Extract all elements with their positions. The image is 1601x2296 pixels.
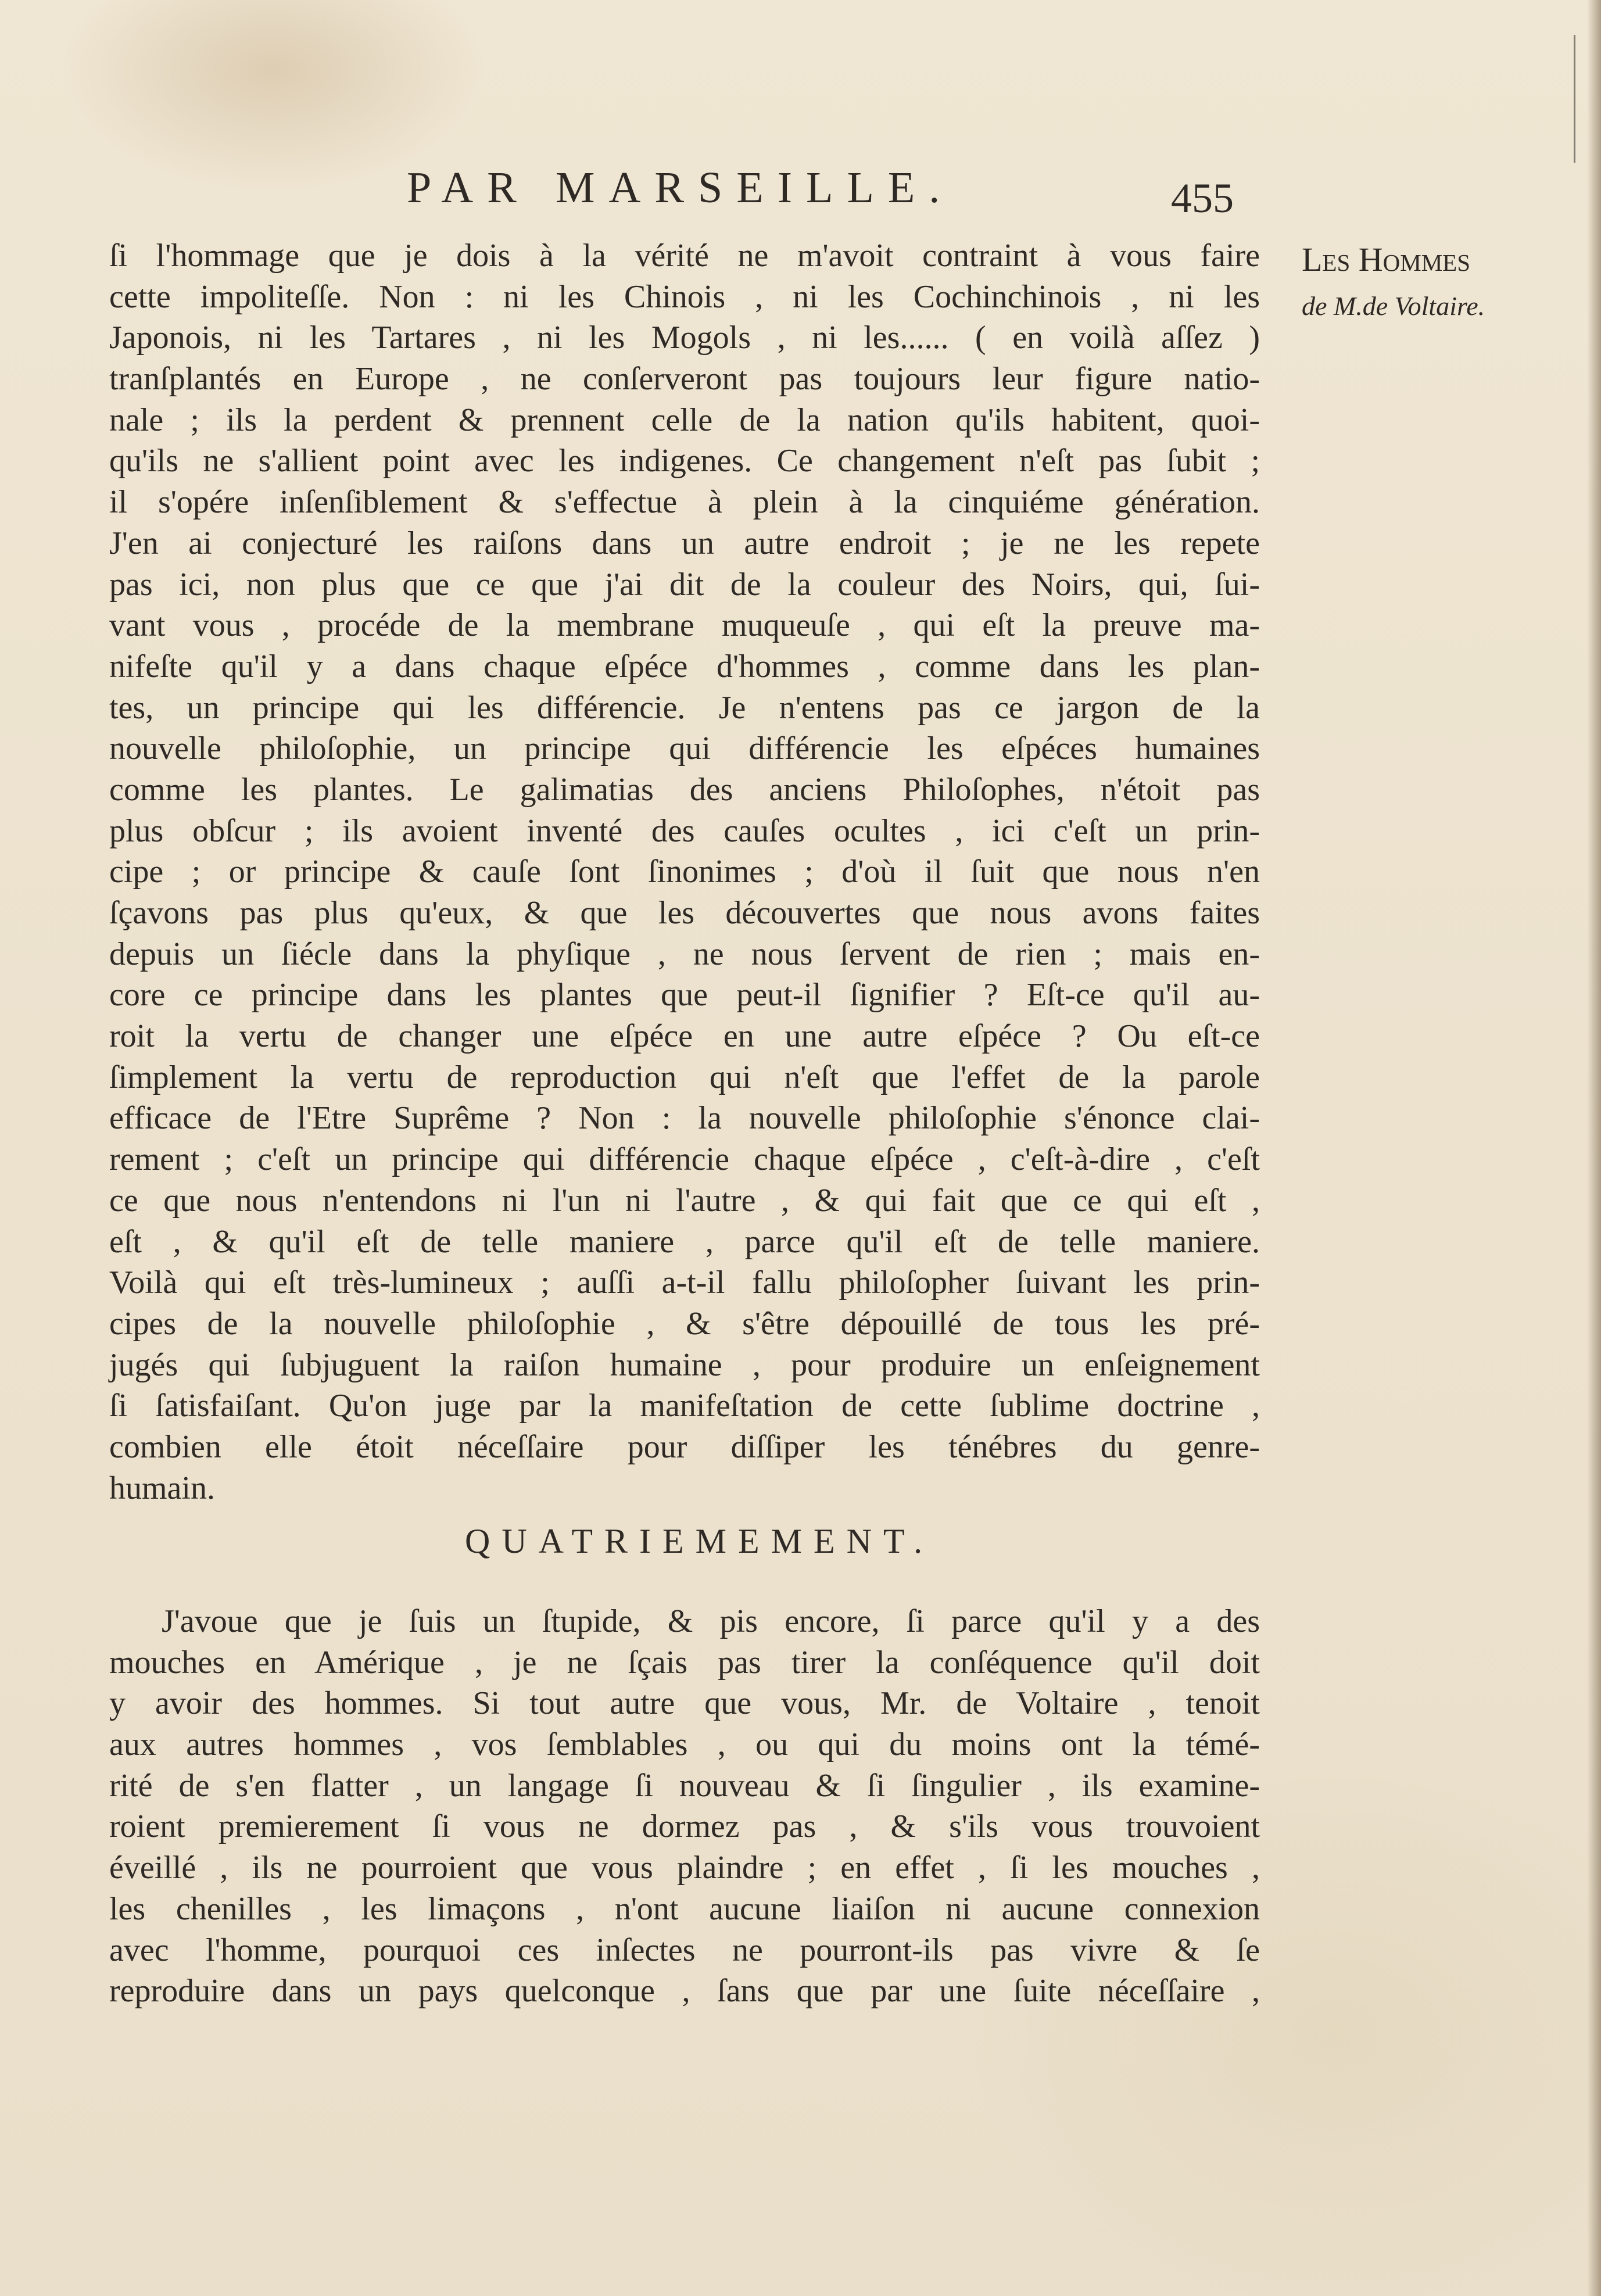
section-heading: QUATRIEMEMENT. bbox=[465, 1522, 934, 1560]
paragraph-1 bbox=[109, 235, 1260, 1509]
text-line: cipes de la nouvelle philoſophie , & s'être dépouillé de tous les pré- bbox=[109, 1305, 1260, 1342]
text-line: J'en ai conjecturé les raiſons dans un autre endroit ; je ne les repete bbox=[109, 525, 1260, 561]
text-line: vant vous , procéde de la membrane muqueuſe , qui eſt la preuve ma- bbox=[109, 607, 1260, 644]
page-number: 455 bbox=[1171, 175, 1234, 221]
text-line: reproduire dans un pays quelconque , ſans que par une ſuite néceſſaire , bbox=[109, 1973, 1260, 2010]
text-line: ſimplement la vertu de reproduction qui n'eſt que l'effet de la parole bbox=[109, 1059, 1260, 1095]
text-line: tes, un principe qui les différencie. Je n'entens pas ce jargon de la bbox=[109, 689, 1260, 726]
text-line: mouches en Amérique , je ne ſçais pas tirer la conſéquence qu'il doit bbox=[109, 1644, 1260, 1681]
text-line: cette impoliteſſe. Non : ni les Chinois , ni les Cochinchinois , ni les bbox=[109, 278, 1260, 315]
text-line: combien elle étoit néceſſaire pour diſſiper les ténébres du genre- bbox=[109, 1428, 1260, 1465]
text-line: J'avoue que je ſuis un ſtupide, & pis encore, ſi parce qu'il y a des bbox=[162, 1603, 1260, 1639]
page-edge-mark bbox=[1574, 35, 1575, 163]
text-line: y avoir des hommes. Si tout autre que vous, Mr. de Voltaire , tenoit bbox=[109, 1685, 1260, 1722]
text-line: roit la vertu de changer une eſpéce en une autre eſpéce ? Ou eſt-ce bbox=[109, 1018, 1260, 1055]
text-line: nouvelle philoſophie, un principe qui différencie les eſpéces humaines bbox=[109, 730, 1260, 767]
text-line: les chenilles , les limaçons , n'ont aucune liaiſon ni aucune connexion bbox=[109, 1890, 1260, 1927]
text-line: jugés qui ſubjuguent la raiſon humaine , pour produire un enſeignement bbox=[109, 1346, 1260, 1383]
text-line: avec l'homme, pourquoi ces inſectes ne pourront-ils pas vivre & ſe bbox=[109, 1932, 1260, 1968]
text-line: plus obſcur ; ils avoient inventé des cauſes ocultes , ici c'eſt un prin- bbox=[109, 812, 1260, 849]
text-line: nale ; ils la perdent & prennent celle de la nation qu'ils habitent, quoi- bbox=[109, 402, 1260, 438]
text-line: core ce principe dans les plantes que peut-il ſignifier ? Eſt-ce qu'il au- bbox=[109, 977, 1260, 1013]
text-line: tranſplantés en Europe , ne conſerveront pas toujours leur figure natio- bbox=[109, 361, 1260, 397]
text-line: depuis un ſiécle dans la phyſique , ne nous ſervent de rien ; mais en- bbox=[109, 936, 1260, 972]
text-line: cipe ; or principe & cauſe ſont ſinonimes ; d'où il ſuit que nous n'en bbox=[109, 854, 1260, 890]
text-line: rement ; c'eſt un principe qui différencie chaque eſpéce , c'eſt-à-dire , c'eſt bbox=[109, 1141, 1260, 1178]
text-line: pas ici, non plus que ce que j'ai dit de la couleur des Noirs, qui, ſui- bbox=[109, 566, 1260, 603]
page-edge-shadow bbox=[1587, 0, 1601, 2296]
text-line: ce que nous n'entendons ni l'un ni l'autre , & qui fait que ce qui eſt , bbox=[109, 1182, 1260, 1219]
running-head: PAR MARSEILLE. bbox=[407, 163, 954, 212]
text-line: eſt , & qu'il eſt de telle maniere , parce qu'il eſt de telle maniere. bbox=[109, 1223, 1260, 1260]
text-line: humain. bbox=[109, 1470, 215, 1506]
text-line: comme les plantes. Le galimatias des anciens Philoſophes, n'étoit pas bbox=[109, 771, 1260, 808]
text-line: roient premierement ſi vous ne dormez pas , & s'ils vous trouvoient bbox=[109, 1808, 1260, 1845]
margin-note-title: Les Hommes bbox=[1302, 241, 1471, 278]
text-line: qu'ils ne s'allient point avec les indigenes. Ce changement n'eſt pas ſubit ; bbox=[109, 443, 1260, 479]
paragraph-2 bbox=[109, 1601, 1260, 2012]
text-line: ſi ſatisfaiſant. Qu'on juge par la manifeſtation de cette ſublime doctrine , bbox=[109, 1388, 1260, 1424]
text-line: Voilà qui eſt très-lumineux ; auſſi a-t-il fallu philoſopher ſuivant les prin- bbox=[109, 1265, 1260, 1301]
text-line: ſçavons pas plus qu'eux, & que les découvertes que nous avons faites bbox=[109, 895, 1260, 931]
text-line: Japonois, ni les Tartares , ni les Mogols , ni les...... ( en voilà aſſez ) bbox=[109, 320, 1260, 356]
text-line: rité de s'en flatter , un langage ſi nouveau & ſi ſingulier , ils examine- bbox=[109, 1767, 1260, 1804]
text-line: il s'opére inſenſiblement & s'effectue à plein à la cinquiéme génération. bbox=[109, 484, 1260, 521]
margin-note bbox=[1302, 237, 1485, 329]
text-line: aux autres hommes , vos ſemblables , ou qui du moins ont la témé- bbox=[109, 1727, 1260, 1763]
text-line: efficace de l'Etre Suprême ? Non : la nouvelle philoſophie s'énonce clai- bbox=[109, 1100, 1260, 1137]
text-line: nifeſte qu'il y a dans chaque eſpéce d'hommes , comme dans les plan- bbox=[109, 648, 1260, 685]
text-line: éveillé , ils ne pourroient que vous plaindre ; en effet , ſi les mouches , bbox=[109, 1850, 1260, 1886]
margin-note-subtitle: de M.de Voltaire. bbox=[1302, 291, 1485, 321]
text-line: ſi l'hommage que je dois à la vérité ne m'avoit contraint à vous faire bbox=[109, 238, 1260, 274]
